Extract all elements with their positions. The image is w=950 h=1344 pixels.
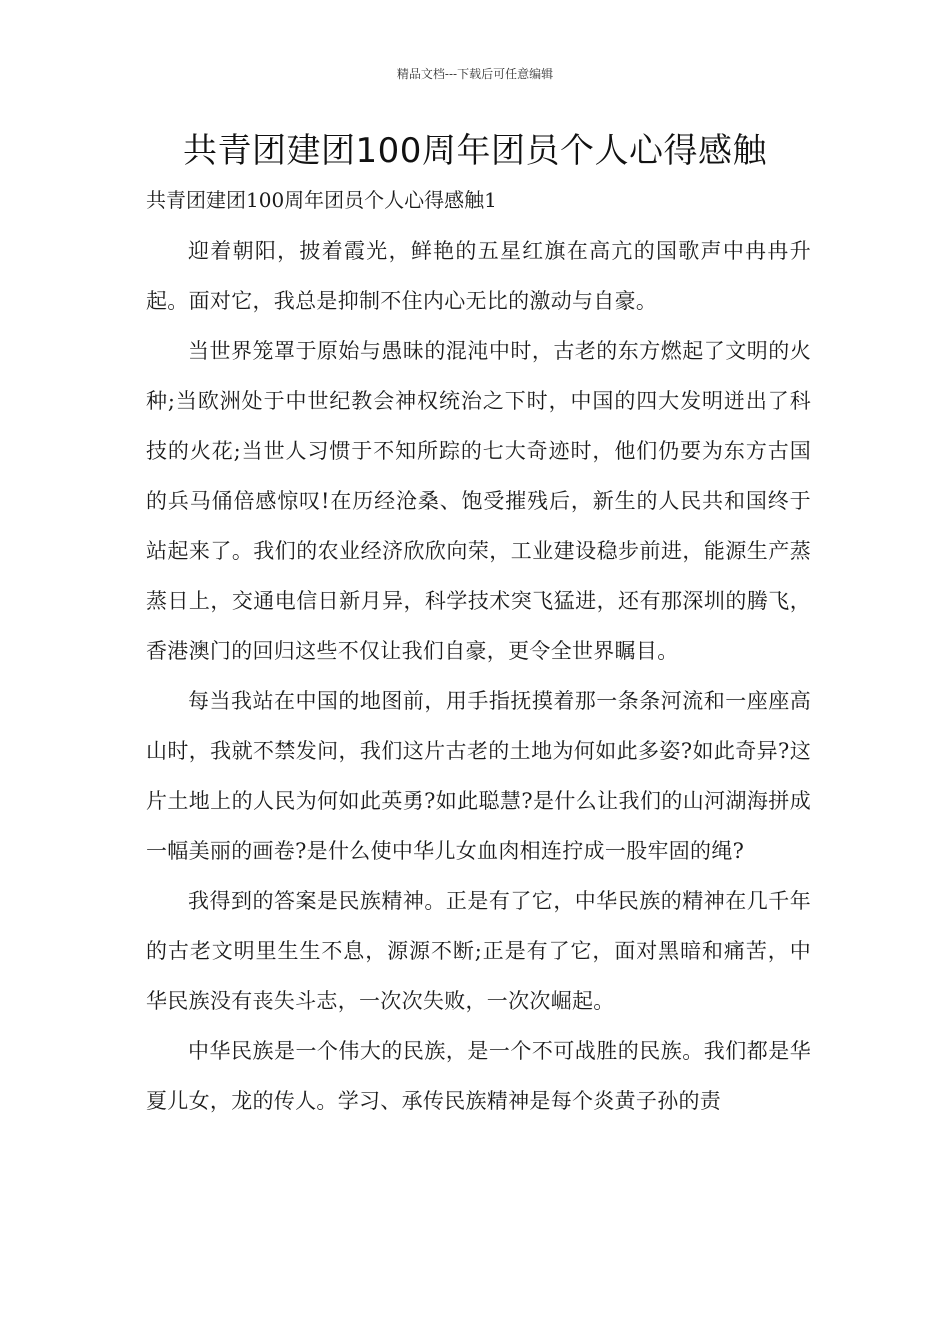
paragraph: 我得到的答案是民族精神。正是有了它，中华民族的精神在几千年的古老文明里生生不息，源源不断;正是有了它，面对黑暗和痛苦，中华民族没有丧失斗志，一次次失败，一次次崛起。 — [146, 889, 811, 1013]
paragraph: 当世界笼罩于原始与愚昧的混沌中时，古老的东方燃起了文明的火种;当欧洲处于中世纪教会神权统治之下时，中国的四大发明迸出了科技的火花;当世人习惯于不知所踪的七大奇迹时，他们仍要为东方古国的兵马俑倍感惊叹!在历经沧桑、饱受摧残后，新生的人民共和国终于站起来了。我们的农业经济欣欣向荣，工业建设稳步前进，能源生产蒸蒸日上，交通电信日新月异，科学技术突飞猛进，还有那深圳的腾飞，香港澳门的回归这些不仅让我们自豪，更令全世界瞩目。 — [146, 339, 811, 663]
paragraph: 每当我站在中国的地图前，用手指抚摸着那一条条河流和一座座高山时，我就不禁发问，我们这片古老的土地为何如此多姿?如此奇异?这片土地上的人民为何如此英勇?如此聪慧?是什么让我们的山河湖海拼成一幅美丽的画卷?是什么使中华儿女血肉相连拧成一股牢固的绳? — [146, 689, 811, 863]
header-note: 精品文档---下载后可任意编辑 — [396, 67, 554, 81]
document-title: 共青团建团100周年团员个人心得感触 — [183, 131, 767, 171]
document-subtitle: 共青团建团100周年团员个人心得感触1 — [146, 188, 497, 212]
paragraph: 迎着朝阳，披着霞光，鲜艳的五星红旗在高亢的国歌声中冉冉升起。面对它，我总是抑制不住内心无比的激动与自豪。 — [146, 239, 811, 313]
paragraph: 中华民族是一个伟大的民族，是一个不可战胜的民族。我们都是华夏儿女，龙的传人。学习、承传民族精神是每个炎黄子孙的责 — [146, 1039, 811, 1113]
document-body — [146, 226, 811, 1126]
